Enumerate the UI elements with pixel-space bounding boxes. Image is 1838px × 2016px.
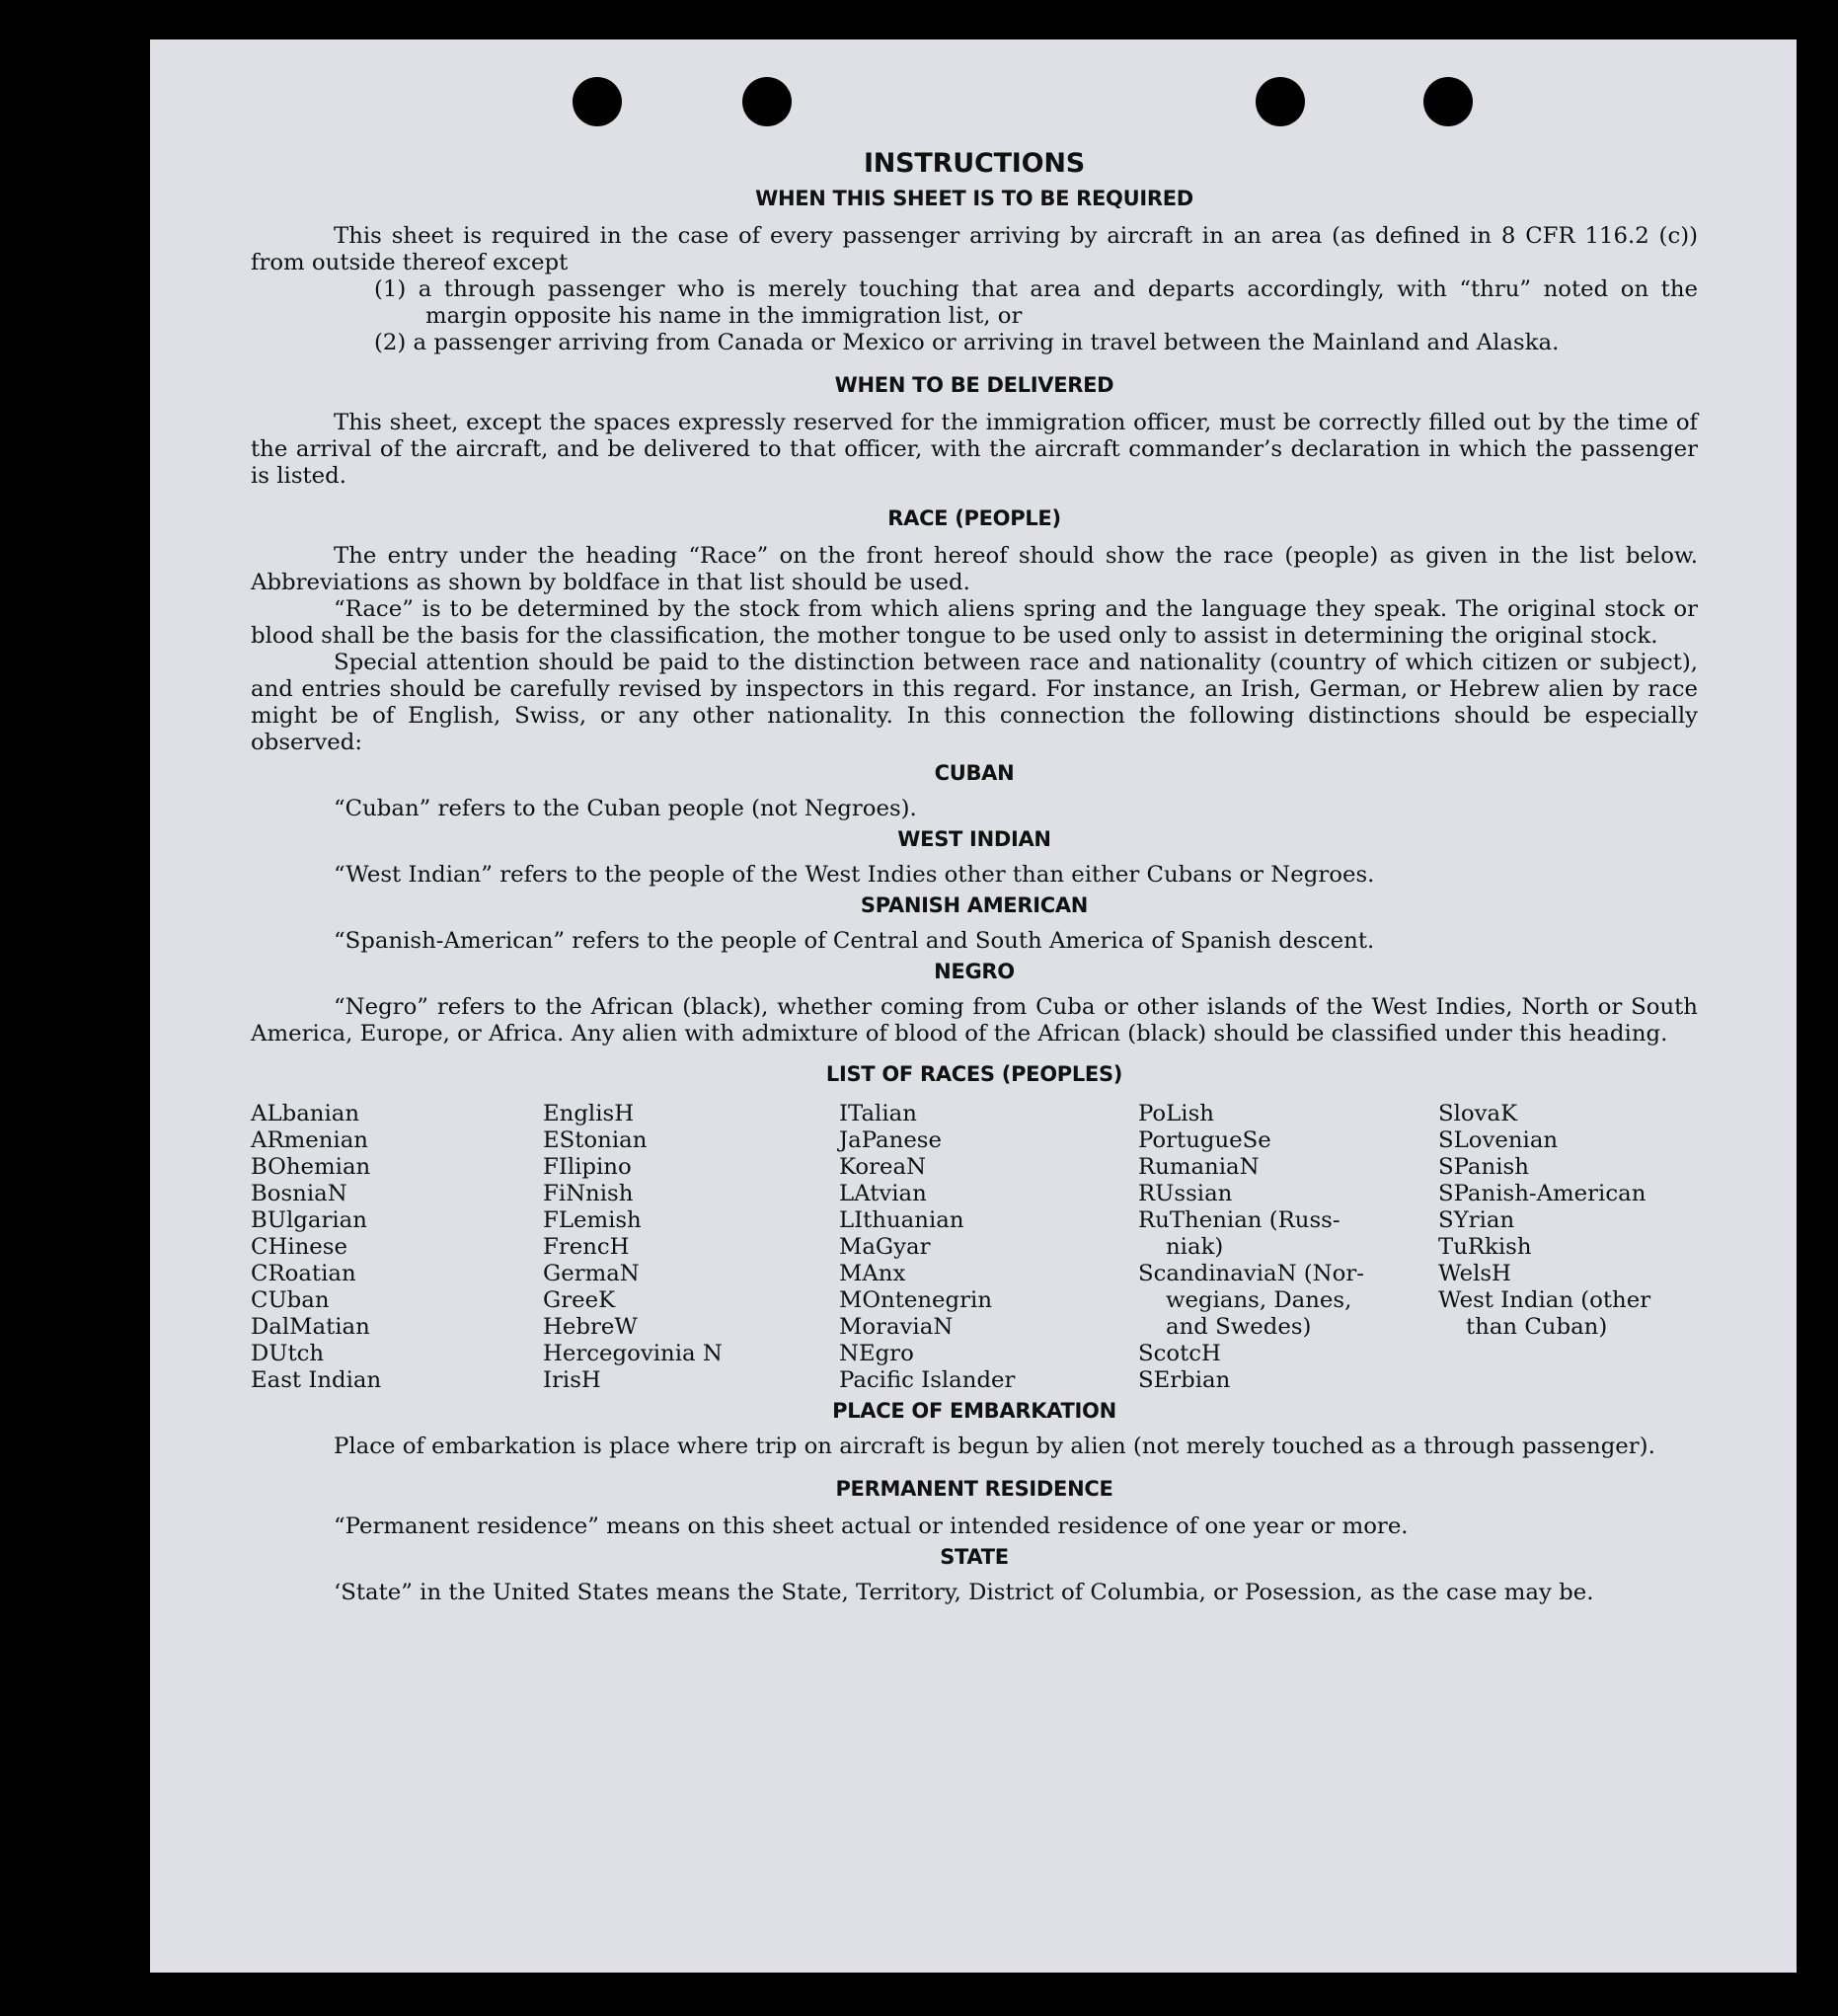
- race-item: Pacific Islander: [839, 1367, 1016, 1393]
- race-item: MOntenegrin: [839, 1287, 993, 1313]
- race-item: BUlgarian: [251, 1207, 367, 1233]
- exception-item-2: (2) a passenger arriving from Canada or Mexico or arriving in travel between the Mainland and Alaska.: [374, 330, 1560, 355]
- race-item: ScandinaviaN (Nor-: [1138, 1261, 1364, 1286]
- race-item: SLovenian: [1438, 1127, 1559, 1153]
- race-item: FrencH: [543, 1234, 630, 1260]
- race-item: RUssian: [1138, 1181, 1233, 1206]
- race-item: BOhemian: [251, 1154, 371, 1180]
- negro-text: “Negro” refers to the African (black), whether coming from Cuba or other islands of the West Indies, North or South America, Europe, or Africa. Any alien with admixture of blood of the African (black) should be classified under this heading.: [251, 994, 1698, 1047]
- race-item: CUban: [251, 1287, 330, 1313]
- instructions-document: [251, 148, 1698, 1606]
- heading-race: RACE (PEOPLE): [887, 506, 1061, 530]
- race-item: TuRkish: [1438, 1234, 1532, 1260]
- race-item: ITalian: [839, 1101, 917, 1126]
- heading-state: STATE: [940, 1545, 1009, 1569]
- race-item: and Swedes): [1166, 1314, 1312, 1340]
- race-item: NEgro: [839, 1341, 914, 1366]
- race-item: FiNnish: [543, 1181, 634, 1206]
- races-list: [251, 1101, 1698, 1394]
- race-item: niak): [1166, 1234, 1224, 1260]
- race-item: BosniaN: [251, 1181, 347, 1206]
- race-item: CRoatian: [251, 1261, 356, 1286]
- heading-west-indian: WEST INDIAN: [897, 827, 1051, 851]
- race-item: PortugueSe: [1138, 1127, 1271, 1153]
- punch-hole: [573, 77, 622, 126]
- when-delivered-text: This sheet, except the spaces expressly reserved for the immigration officer, must be correctly filled out by the time of the arrival of the aircraft, and be delivered to that officer, with the aircraft commander’s declaration in which the passenger is listed.: [251, 410, 1698, 489]
- race-item: SPanish-American: [1438, 1181, 1647, 1206]
- race-item: GreeK: [543, 1287, 616, 1313]
- races-column-1: [251, 1101, 543, 1394]
- punch-hole: [1423, 77, 1473, 126]
- race-item: CHinese: [251, 1234, 347, 1260]
- spanish-american-text: “Spanish-American” refers to the people of Central and South America of Spanish descent.: [334, 928, 1375, 954]
- races-column-4: [1138, 1101, 1438, 1394]
- race-item: SYrian: [1438, 1207, 1515, 1233]
- race-item: West Indian (other: [1438, 1287, 1651, 1313]
- races-column-2: [543, 1101, 839, 1394]
- heading-negro: NEGRO: [934, 960, 1015, 983]
- race-item: than Cuban): [1466, 1314, 1608, 1340]
- race-item: SErbian: [1138, 1367, 1231, 1393]
- race-item: DUtch: [251, 1341, 325, 1366]
- exception-item-1: (1) a through passenger who is merely touching that area and departs accordingly, with “thru” noted on the margin opposite his name in the immigration list, or: [374, 276, 1698, 329]
- heading-permanent-residence: PERMANENT RESIDENCE: [835, 1477, 1113, 1501]
- state-text: ‘State” in the United States means the State, Territory, District of Columbia, or Posession, as the case may be.: [334, 1580, 1594, 1605]
- race-paragraph-2: “Race” is to be determined by the stock from which aliens spring and the language they speak. The original stock or blood shall be the basis for the classification, the mother tongue to be used only to assist in determining the original stock.: [251, 596, 1698, 649]
- punch-hole: [1256, 77, 1305, 126]
- race-item: MoraviaN: [839, 1314, 954, 1340]
- heading-spanish-american: SPANISH AMERICAN: [860, 893, 1089, 917]
- race-item: JaPanese: [839, 1127, 942, 1153]
- race-item: RuThenian (Russ-: [1138, 1207, 1340, 1233]
- race-item: GermaN: [543, 1261, 640, 1286]
- race-item: ALbanian: [251, 1101, 360, 1126]
- race-item: HebreW: [543, 1314, 638, 1340]
- race-paragraph-1: The entry under the heading “Race” on the front hereof should show the race (people) as given in the list below. Abbreviations as shown by boldface in that list should be used.: [251, 543, 1698, 595]
- heading-when-delivered: WHEN TO BE DELIVERED: [834, 373, 1114, 397]
- document-sheet: [150, 39, 1797, 1973]
- race-item: KoreaN: [839, 1154, 927, 1180]
- race-item: SlovaK: [1438, 1101, 1518, 1126]
- west-indian-text: “West Indian” refers to the people of the West Indies other than either Cubans or Negroes.: [334, 862, 1375, 888]
- race-item: ARmenian: [251, 1127, 368, 1153]
- permanent-residence-text: “Permanent residence” means on this sheet actual or intended residence of one year or more.: [334, 1513, 1409, 1539]
- race-item: LIthuanian: [839, 1207, 964, 1233]
- race-item: FIlipino: [543, 1154, 632, 1180]
- races-column-3: [839, 1101, 1138, 1394]
- race-item: EStonian: [543, 1127, 648, 1153]
- race-item: wegians, Danes,: [1166, 1287, 1352, 1313]
- punch-hole: [742, 77, 792, 126]
- page-title: INSTRUCTIONS: [863, 148, 1086, 179]
- race-item: DalMatian: [251, 1314, 370, 1340]
- heading-cuban: CUBAN: [934, 761, 1015, 785]
- heading-place-of-embarkation: PLACE OF EMBARKATION: [832, 1399, 1116, 1423]
- race-item: ScotcH: [1138, 1341, 1221, 1366]
- race-item: EnglisH: [543, 1101, 635, 1126]
- race-item: LAtvian: [839, 1181, 927, 1206]
- races-column-5: [1438, 1101, 1698, 1394]
- race-item: RumaniaN: [1138, 1154, 1260, 1180]
- race-item: WelsH: [1438, 1261, 1511, 1286]
- cuban-text: “Cuban” refers to the Cuban people (not Negroes).: [334, 796, 917, 821]
- heading-when-required: WHEN THIS SHEET IS TO BE REQUIRED: [755, 187, 1193, 210]
- race-item: MAnx: [839, 1261, 906, 1286]
- race-paragraph-3: Special attention should be paid to the distinction between race and nationality (country of which citizen or subject), and entries should be carefully revised by inspectors in this regard. For instance, an Irish, German, or Hebrew alien by race might be of English, Swiss, or any other nationality. In this connection the following distinctions should be especially observed:: [251, 650, 1698, 755]
- race-item: PoLish: [1138, 1101, 1214, 1126]
- race-item: East Indian: [251, 1367, 382, 1393]
- race-item: SPanish: [1438, 1154, 1529, 1180]
- race-item: IrisH: [543, 1367, 601, 1393]
- when-required-intro: This sheet is required in the case of every passenger arriving by aircraft in an area (as defined in 8 CFR 116.2 (c)) from outside thereof except: [251, 223, 1698, 275]
- heading-list-of-races: LIST OF RACES (PEOPLES): [825, 1062, 1123, 1086]
- race-item: MaGyar: [839, 1234, 931, 1260]
- place-of-embarkation-text: Place of embarkation is place where trip on aircraft is begun by alien (not merely touched as a through passenger).: [334, 1434, 1655, 1459]
- race-item: FLemish: [543, 1207, 642, 1233]
- race-item: Hercegovinia N: [543, 1341, 723, 1366]
